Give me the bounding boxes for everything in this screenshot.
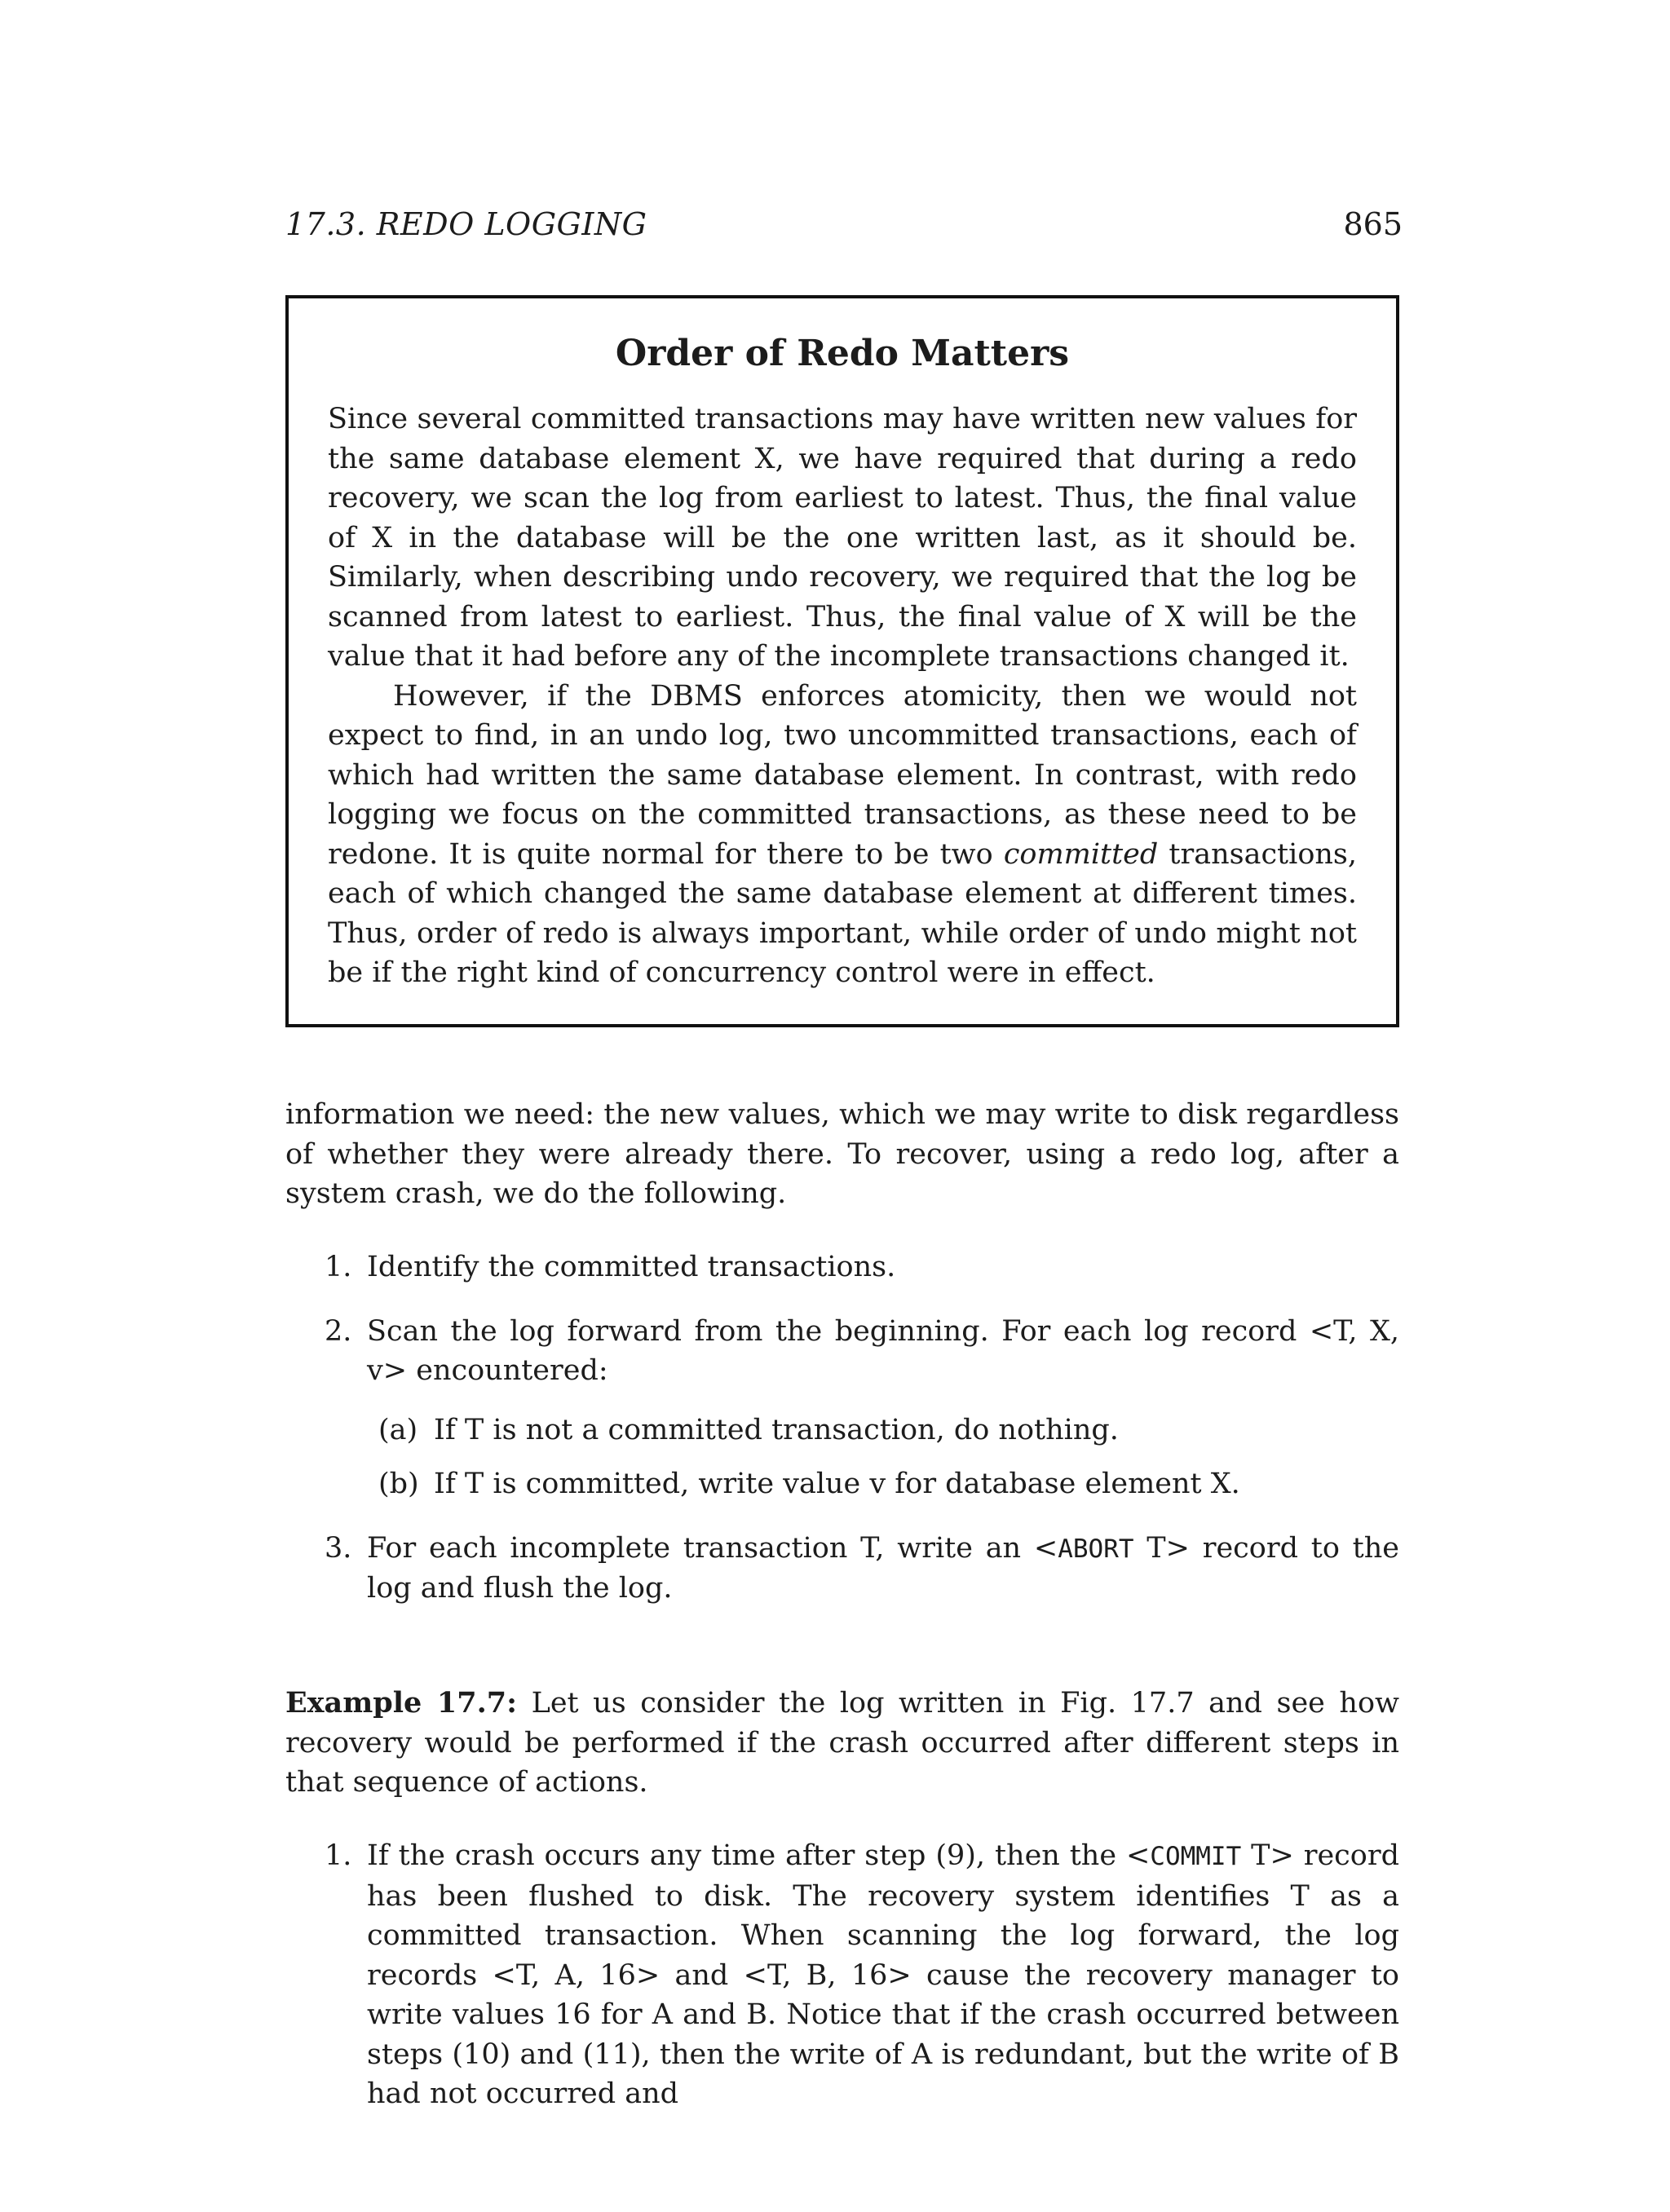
list-number: 1. — [325, 1839, 352, 1872]
sub-list-item-text: If T is not a committed transaction, do nothing. — [434, 1413, 1119, 1446]
sub-list-item — [367, 1464, 1399, 1504]
list-item-text: Identify the committed transactions. — [367, 1251, 896, 1283]
box-paragraph-2 — [328, 677, 1357, 993]
list-item-text-b: T> record to the log and flush the log. — [367, 1531, 1399, 1605]
example-paragraph — [285, 1684, 1399, 1803]
sub-list-item — [367, 1411, 1399, 1450]
example-steps-list — [285, 1836, 1399, 2114]
list-number: 2. — [325, 1314, 352, 1348]
list-item — [285, 1312, 1399, 1504]
box-body — [328, 400, 1357, 993]
substeps-list — [367, 1411, 1399, 1504]
list-number: 3. — [325, 1531, 352, 1565]
example-body: Let us consider the log written in Fig. 17.7 and see how recovery would be performed if the crash occurred after different steps in that sequence of actions. — [285, 1687, 1399, 1799]
box-paragraph-2-text-a: However, if the DBMS enforces atomicity, then we would not expect to find, in an undo log, two uncommitted transactions, each of which had written the same database element. In contrast, with redo logging we focus on the committed transactions, as these need to be redone. It is quite normal for there to be two — [328, 679, 1357, 871]
list-item-text-a: If the crash occurs any time after step (9), then the < — [367, 1839, 1151, 1872]
page-number: 865 — [1343, 206, 1403, 242]
code-commit: COMMIT — [1150, 1842, 1242, 1871]
list-item — [285, 1529, 1399, 1609]
section-title: 17.3. REDO LOGGING — [285, 206, 647, 242]
list-item-text-b: T> record has been flushed to disk. The recovery system identifies T as a committed transaction. When scanning the log forward, the log records <T, A, 16> and <T, B, 16> cause the recovery manager to write values 16 for A and B. Notice that if the crash occurred between steps (10) and (11), then the write of A is redundant, but the write of B had not occurred and — [367, 1839, 1399, 2110]
list-number: 1. — [325, 1251, 352, 1283]
list-item-text: Scan the log forward from the beginning. For each log record <T, X, v> encountered: — [367, 1314, 1399, 1387]
sub-list-item-text: If T is committed, write value v for database element X. — [434, 1468, 1240, 1500]
box-paragraph-1: Since several committed transactions may have written new values for the same database element X, we have required that during a redo recovery, we scan the log from earliest to latest. Thus, the final value of X in the database will be the one written last, as it should be. Similarly, when describing undo recovery, we required that the log be scanned from latest to earliest. Thus, the final value of X will be the value that it had before any of the incomplete transactions changed it. — [328, 403, 1357, 673]
sidebar-box — [285, 295, 1399, 1027]
running-head — [285, 204, 1403, 253]
code-abort: ABORT — [1058, 1534, 1134, 1564]
intro-text: information we need: the new values, which we may write to disk regardless of whether they were already there. To recover, using a redo log, after a system crash, we do the following. — [285, 1098, 1399, 1210]
emphasis-committed: committed — [1003, 837, 1159, 871]
list-item-text-a: For each incomplete transaction T, write an < — [367, 1531, 1058, 1565]
example-heading: Example 17.7: — [285, 1686, 518, 1720]
example-text — [285, 1684, 1399, 1803]
list-item — [285, 1836, 1399, 2114]
box-paragraph-2-text-b: transactions, each of which changed the same database element at different times. Thus, order of redo is always important, while order of undo might not be if the right kind of concurrency control were in effect. — [328, 837, 1358, 989]
box-title: Order of Redo Matters — [615, 333, 1070, 374]
intro-paragraph — [285, 1095, 1399, 1214]
sub-list-label: (a) — [378, 1413, 418, 1446]
recovery-steps-list — [285, 1247, 1399, 1633]
sub-list-label: (b) — [378, 1468, 419, 1500]
list-item — [285, 1247, 1399, 1287]
